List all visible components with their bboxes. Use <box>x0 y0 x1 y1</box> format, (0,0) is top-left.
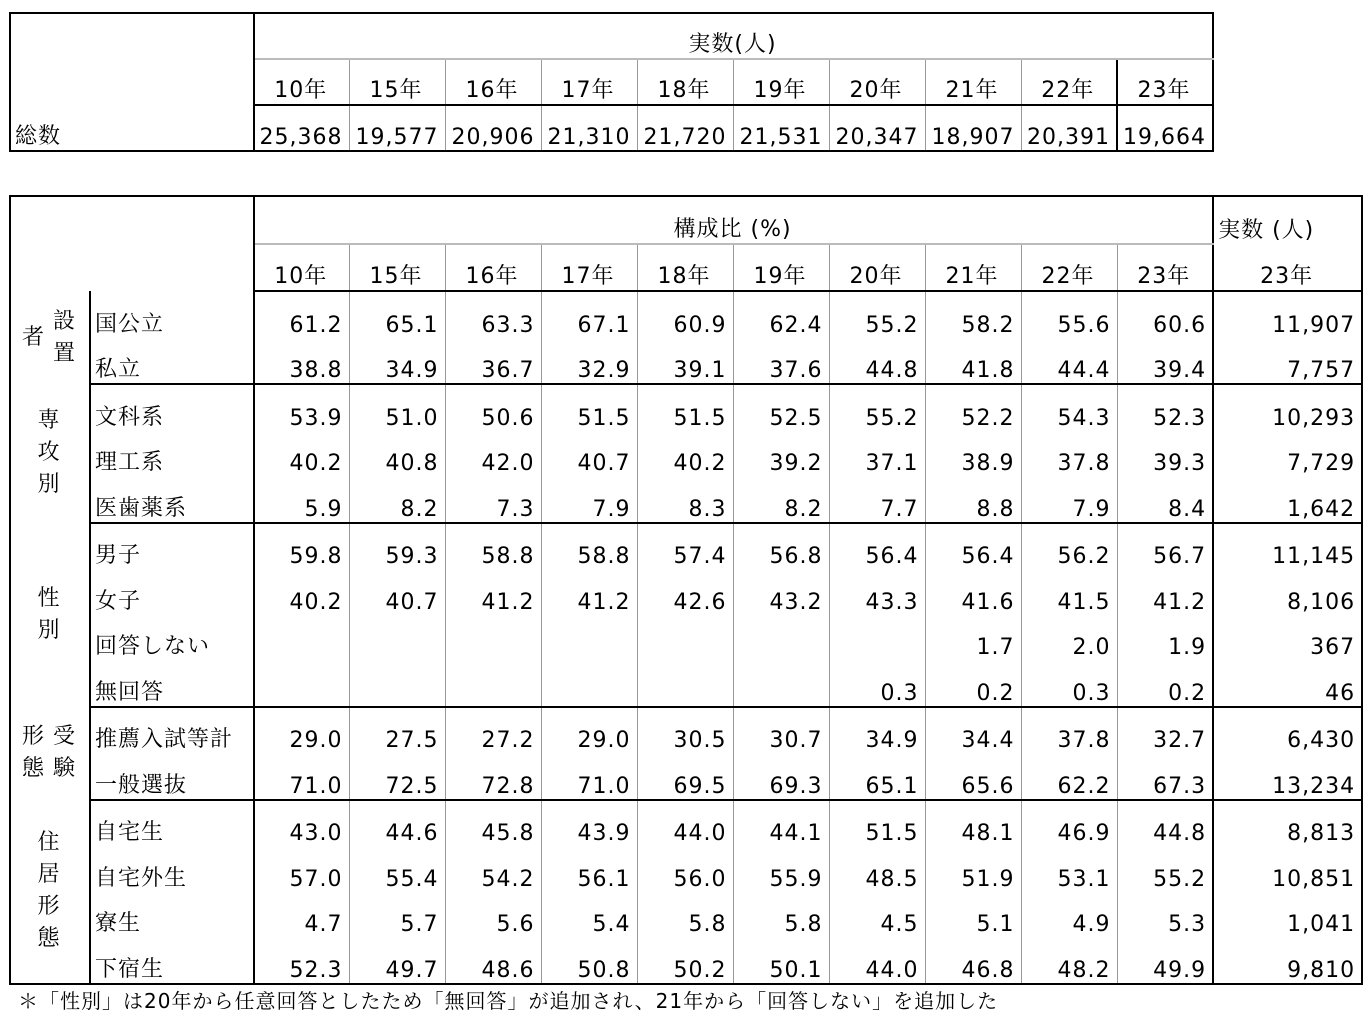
ratio-value: 50.8 <box>541 937 637 984</box>
ratio-value: 60.6 <box>1117 291 1213 338</box>
summary-table <box>9 12 1214 152</box>
ratio-value: 29.0 <box>254 707 349 754</box>
ratio-value: 40.7 <box>349 569 445 615</box>
ratio-value: 8.3 <box>637 476 733 523</box>
ratio-value: 40.2 <box>254 431 349 477</box>
ratio-value: 32.7 <box>1117 707 1213 754</box>
total-value: 20,906 <box>445 105 541 151</box>
ratio-value: 5.7 <box>349 892 445 938</box>
total-row <box>10 105 1213 151</box>
ratio-value: 8.2 <box>733 476 829 523</box>
ratio-value: 27.2 <box>445 707 541 754</box>
ratio-value: 32.9 <box>541 338 637 385</box>
ratio-value: 54.3 <box>1021 384 1117 431</box>
ratio-value: 43.2 <box>733 569 829 615</box>
header-count: 実数 (人) <box>1213 196 1362 244</box>
total-value: 18,907 <box>925 105 1021 151</box>
table-row <box>10 476 1362 523</box>
count-value: 6,430 <box>1213 707 1362 754</box>
ratio-value: 50.6 <box>445 384 541 431</box>
ratio-value: 1.7 <box>925 615 1021 661</box>
table-row <box>10 800 1362 847</box>
ratio-value: 39.3 <box>1117 431 1213 477</box>
ratio-value: 58.8 <box>541 523 637 570</box>
ratio-value: 57.4 <box>637 523 733 570</box>
table-row <box>10 660 1362 707</box>
ratio-value: 69.3 <box>733 753 829 800</box>
table-row <box>10 384 1362 431</box>
ratio-value: 41.5 <box>1021 569 1117 615</box>
ratio-value: 56.2 <box>1021 523 1117 570</box>
ratio-value: 51.9 <box>925 846 1021 892</box>
ratio-value: 38.8 <box>254 338 349 385</box>
total-value: 20,347 <box>829 105 925 151</box>
ratio-value: 55.6 <box>1021 291 1117 338</box>
year-header: 17年 <box>541 59 637 105</box>
ratio-value: 53.1 <box>1021 846 1117 892</box>
group-label: 形 態 受 験 <box>10 707 90 800</box>
ratio-value: 34.9 <box>829 707 925 754</box>
ratio-value: 71.0 <box>254 753 349 800</box>
composition-table <box>9 195 1363 985</box>
ratio-value: 44.4 <box>1021 338 1117 385</box>
ratio-value: 44.8 <box>1117 800 1213 847</box>
count-year-header: 23年 <box>1213 244 1362 292</box>
ratio-value: 0.3 <box>1021 660 1117 707</box>
ratio-value: 4.7 <box>254 892 349 938</box>
group-label: 住 居 形 態 <box>10 800 90 984</box>
ratio-value: 43.9 <box>541 800 637 847</box>
ratio-value <box>733 615 829 661</box>
ratio-value: 37.8 <box>1021 431 1117 477</box>
year-header: 10年 <box>254 59 349 105</box>
ratio-value: 41.2 <box>1117 569 1213 615</box>
ratio-value: 49.7 <box>349 937 445 984</box>
row-label: 自宅生 <box>90 800 254 847</box>
total-value: 19,664 <box>1117 105 1213 151</box>
ratio-value: 46.9 <box>1021 800 1117 847</box>
ratio-value: 41.2 <box>541 569 637 615</box>
ratio-value: 55.2 <box>829 384 925 431</box>
ratio-value: 41.2 <box>445 569 541 615</box>
table-row <box>10 338 1362 385</box>
row-label: 理工系 <box>90 431 254 477</box>
total-value: 21,310 <box>541 105 637 151</box>
ratio-value: 4.5 <box>829 892 925 938</box>
ratio-value: 7.3 <box>445 476 541 523</box>
ratio-value: 44.0 <box>829 937 925 984</box>
ratio-value: 52.3 <box>1117 384 1213 431</box>
row-label: 医歯薬系 <box>90 476 254 523</box>
ratio-value: 51.5 <box>541 384 637 431</box>
ratio-value <box>445 660 541 707</box>
count-value: 46 <box>1213 660 1362 707</box>
ratio-value: 55.4 <box>349 846 445 892</box>
ratio-value <box>445 615 541 661</box>
year-header: 23年 <box>1117 244 1213 292</box>
ratio-value: 52.5 <box>733 384 829 431</box>
total-value: 20,391 <box>1021 105 1117 151</box>
ratio-value: 55.9 <box>733 846 829 892</box>
row-label: 私立 <box>90 338 254 385</box>
ratio-value: 1.9 <box>1117 615 1213 661</box>
ratio-value: 59.3 <box>349 523 445 570</box>
ratio-value: 62.4 <box>733 291 829 338</box>
ratio-value: 65.1 <box>349 291 445 338</box>
ratio-value: 0.3 <box>829 660 925 707</box>
row-label: 無回答 <box>90 660 254 707</box>
ratio-value: 44.6 <box>349 800 445 847</box>
count-value: 8,106 <box>1213 569 1362 615</box>
count-value: 11,907 <box>1213 291 1362 338</box>
ratio-value: 7.9 <box>1021 476 1117 523</box>
year-header: 22年 <box>1021 244 1117 292</box>
ratio-value: 54.2 <box>445 846 541 892</box>
ratio-value: 50.2 <box>637 937 733 984</box>
ratio-value: 44.1 <box>733 800 829 847</box>
year-header: 17年 <box>541 244 637 292</box>
ratio-value: 30.5 <box>637 707 733 754</box>
count-value: 10,851 <box>1213 846 1362 892</box>
year-header: 15年 <box>349 59 445 105</box>
ratio-value: 48.1 <box>925 800 1021 847</box>
year-header: 19年 <box>733 244 829 292</box>
ratio-value: 34.9 <box>349 338 445 385</box>
ratio-value: 51.5 <box>829 800 925 847</box>
group-label: 者 設 置 <box>10 291 90 384</box>
corner-cell <box>10 13 254 105</box>
ratio-value: 72.8 <box>445 753 541 800</box>
year-header: 15年 <box>349 244 445 292</box>
ratio-value: 5.1 <box>925 892 1021 938</box>
table-row <box>10 707 1362 754</box>
ratio-value: 41.8 <box>925 338 1021 385</box>
ratio-value: 34.4 <box>925 707 1021 754</box>
row-label: 推薦入試等計 <box>90 707 254 754</box>
ratio-value: 37.8 <box>1021 707 1117 754</box>
ratio-value: 45.8 <box>445 800 541 847</box>
ratio-value: 56.4 <box>829 523 925 570</box>
table-row <box>10 523 1362 570</box>
ratio-value: 48.6 <box>445 937 541 984</box>
ratio-value: 40.2 <box>254 569 349 615</box>
row-label: 男子 <box>90 523 254 570</box>
year-header: 18年 <box>637 59 733 105</box>
ratio-value: 51.0 <box>349 384 445 431</box>
ratio-value: 5.8 <box>733 892 829 938</box>
count-value: 7,757 <box>1213 338 1362 385</box>
ratio-value: 4.9 <box>1021 892 1117 938</box>
ratio-value: 58.2 <box>925 291 1021 338</box>
table-row <box>10 431 1362 477</box>
ratio-value: 42.0 <box>445 431 541 477</box>
ratio-value: 43.3 <box>829 569 925 615</box>
year-header: 20年 <box>829 244 925 292</box>
ratio-value: 37.1 <box>829 431 925 477</box>
ratio-value: 39.4 <box>1117 338 1213 385</box>
ratio-value: 5.6 <box>445 892 541 938</box>
ratio-value <box>637 615 733 661</box>
total-value: 25,368 <box>254 105 349 151</box>
ratio-value: 56.0 <box>637 846 733 892</box>
count-value: 9,810 <box>1213 937 1362 984</box>
ratio-value: 40.8 <box>349 431 445 477</box>
ratio-value: 44.0 <box>637 800 733 847</box>
ratio-value: 65.6 <box>925 753 1021 800</box>
row-label: 寮生 <box>90 892 254 938</box>
count-value: 13,234 <box>1213 753 1362 800</box>
ratio-value: 56.1 <box>541 846 637 892</box>
year-header: 22年 <box>1021 59 1117 105</box>
ratio-value: 69.5 <box>637 753 733 800</box>
ratio-value: 58.8 <box>445 523 541 570</box>
count-value: 8,813 <box>1213 800 1362 847</box>
ratio-value: 59.8 <box>254 523 349 570</box>
ratio-value: 5.8 <box>637 892 733 938</box>
count-value: 367 <box>1213 615 1362 661</box>
ratio-value: 41.6 <box>925 569 1021 615</box>
table-row <box>10 937 1362 984</box>
ratio-value: 46.8 <box>925 937 1021 984</box>
row-label: 一般選抜 <box>90 753 254 800</box>
total-value: 21,720 <box>637 105 733 151</box>
ratio-value: 39.1 <box>637 338 733 385</box>
table-row <box>10 569 1362 615</box>
ratio-value: 49.9 <box>1117 937 1213 984</box>
count-value: 10,293 <box>1213 384 1362 431</box>
row-label-total: 総数 <box>10 105 254 151</box>
ratio-value: 65.1 <box>829 753 925 800</box>
year-header: 21年 <box>925 244 1021 292</box>
row-label: 自宅外生 <box>90 846 254 892</box>
ratio-value: 67.3 <box>1117 753 1213 800</box>
ratio-value: 51.5 <box>637 384 733 431</box>
year-header: 18年 <box>637 244 733 292</box>
ratio-value: 2.0 <box>1021 615 1117 661</box>
ratio-value: 8.8 <box>925 476 1021 523</box>
ratio-value <box>254 615 349 661</box>
ratio-value: 44.8 <box>829 338 925 385</box>
ratio-value: 40.7 <box>541 431 637 477</box>
year-header: 23年 <box>1117 59 1213 105</box>
total-value: 19,577 <box>349 105 445 151</box>
ratio-value: 39.2 <box>733 431 829 477</box>
ratio-value: 38.9 <box>925 431 1021 477</box>
group-label: 性 別 <box>10 523 90 707</box>
ratio-value: 53.9 <box>254 384 349 431</box>
ratio-value: 42.6 <box>637 569 733 615</box>
count-value: 1,642 <box>1213 476 1362 523</box>
ratio-value: 52.2 <box>925 384 1021 431</box>
ratio-value: 56.8 <box>733 523 829 570</box>
row-label: 国公立 <box>90 291 254 338</box>
header-group-count: 実数(人) <box>254 13 1213 59</box>
ratio-value <box>637 660 733 707</box>
ratio-value: 60.9 <box>637 291 733 338</box>
ratio-value: 57.0 <box>254 846 349 892</box>
ratio-value: 0.2 <box>1117 660 1213 707</box>
ratio-value: 55.2 <box>829 291 925 338</box>
ratio-value: 5.9 <box>254 476 349 523</box>
ratio-value: 8.4 <box>1117 476 1213 523</box>
ratio-value: 5.3 <box>1117 892 1213 938</box>
ratio-value: 61.2 <box>254 291 349 338</box>
year-header: 10年 <box>254 244 349 292</box>
table-row <box>10 291 1362 338</box>
ratio-value: 48.5 <box>829 846 925 892</box>
ratio-value: 43.0 <box>254 800 349 847</box>
ratio-value <box>733 660 829 707</box>
table-row <box>10 846 1362 892</box>
count-value: 7,729 <box>1213 431 1362 477</box>
row-label: 下宿生 <box>90 937 254 984</box>
ratio-value: 0.2 <box>925 660 1021 707</box>
ratio-value: 40.2 <box>637 431 733 477</box>
ratio-value: 36.7 <box>445 338 541 385</box>
count-value: 11,145 <box>1213 523 1362 570</box>
ratio-value: 62.2 <box>1021 753 1117 800</box>
ratio-value: 72.5 <box>349 753 445 800</box>
ratio-value: 37.6 <box>733 338 829 385</box>
ratio-value: 50.1 <box>733 937 829 984</box>
ratio-value: 48.2 <box>1021 937 1117 984</box>
ratio-value: 52.3 <box>254 937 349 984</box>
corner-cell <box>10 196 254 291</box>
total-value: 21,531 <box>733 105 829 151</box>
year-header: 16年 <box>445 59 541 105</box>
ratio-value <box>829 615 925 661</box>
year-header: 19年 <box>733 59 829 105</box>
ratio-value: 5.4 <box>541 892 637 938</box>
ratio-value: 56.4 <box>925 523 1021 570</box>
ratio-value <box>349 660 445 707</box>
ratio-value: 29.0 <box>541 707 637 754</box>
ratio-value <box>254 660 349 707</box>
ratio-value: 7.9 <box>541 476 637 523</box>
ratio-value: 30.7 <box>733 707 829 754</box>
table-row <box>10 615 1362 661</box>
table-row <box>10 753 1362 800</box>
row-label: 女子 <box>90 569 254 615</box>
year-header: 16年 <box>445 244 541 292</box>
ratio-value: 67.1 <box>541 291 637 338</box>
header-group-ratio: 構成比 (%) <box>254 196 1213 244</box>
ratio-value <box>349 615 445 661</box>
ratio-value <box>541 615 637 661</box>
ratio-value: 71.0 <box>541 753 637 800</box>
ratio-value: 56.7 <box>1117 523 1213 570</box>
group-label: 専 攻 別 <box>10 384 90 523</box>
count-value: 1,041 <box>1213 892 1362 938</box>
year-header: 21年 <box>925 59 1021 105</box>
ratio-value: 7.7 <box>829 476 925 523</box>
year-header: 20年 <box>829 59 925 105</box>
footnote: ＊「性別」は20年から任意回答としたため「無回答」が追加され、21年から「回答しない」を追加した <box>18 989 999 1013</box>
ratio-value: 8.2 <box>349 476 445 523</box>
row-label: 文科系 <box>90 384 254 431</box>
table-row <box>10 892 1362 938</box>
row-label: 回答しない <box>90 615 254 661</box>
ratio-value: 27.5 <box>349 707 445 754</box>
ratio-value: 63.3 <box>445 291 541 338</box>
ratio-value: 55.2 <box>1117 846 1213 892</box>
ratio-value <box>541 660 637 707</box>
